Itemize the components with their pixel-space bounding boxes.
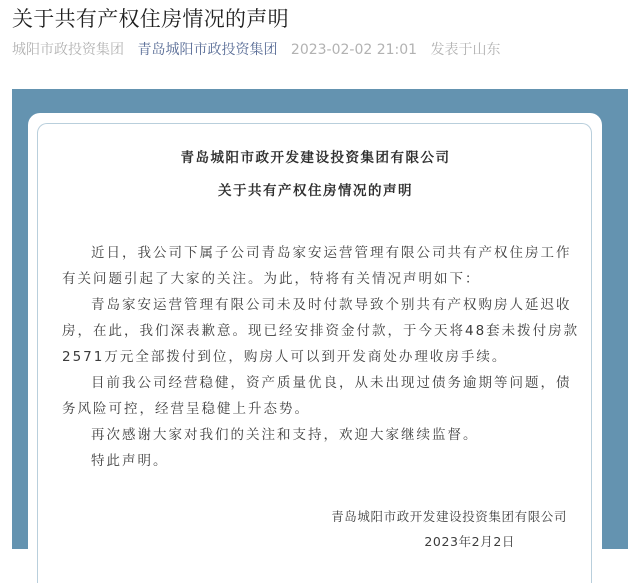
signature-date: 2023年2月2日 (424, 534, 515, 549)
article-title: 关于共有产权住房情况的声明 (12, 7, 289, 31)
document-border (37, 123, 592, 583)
publish-location: 发表于山东 (430, 42, 501, 58)
document-title: 关于共有产权住房情况的声明 (218, 183, 413, 199)
document-company-heading: 青岛城阳市政开发建设投资集团有限公司 (180, 150, 451, 166)
signature-company: 青岛城阳市政开发建设投资集团有限公司 (331, 509, 567, 524)
document-paragraph: 青岛家安运营管理有限公司未及时付款导致个别共有产权购房人延迟收房，在此，我们深表歉意。现已经安排资金付款，于今天将48套未拨付房款2571万元全部拨付到位，购房人可以到开发商处办理收房手续。 (62, 297, 580, 365)
account-name-link[interactable]: 青岛城阳市政投资集团 (137, 42, 278, 58)
document-card (28, 113, 602, 573)
source-name: 城阳市政投资集团 (12, 42, 124, 58)
article-meta (12, 40, 510, 60)
document-paragraph: 特此声明。 (91, 453, 169, 469)
publish-datetime: 2023-02-02 21:01 (290, 42, 418, 58)
document-paragraph: 目前我公司经营稳健，资产质量优良，从未出现过债务逾期等问题，债务风险可控，经营呈稳健上升态势。 (62, 375, 572, 417)
document-paragraph: 近日，我公司下属子公司青岛家安运营管理有限公司共有产权住房工作有关问题引起了大家的关注。为此，特将有关情况声明如下： (62, 245, 572, 287)
document-paragraph: 再次感谢大家对我们的关注和支持，欢迎大家继续监督。 (91, 427, 479, 443)
statement-image[interactable] (12, 89, 628, 549)
